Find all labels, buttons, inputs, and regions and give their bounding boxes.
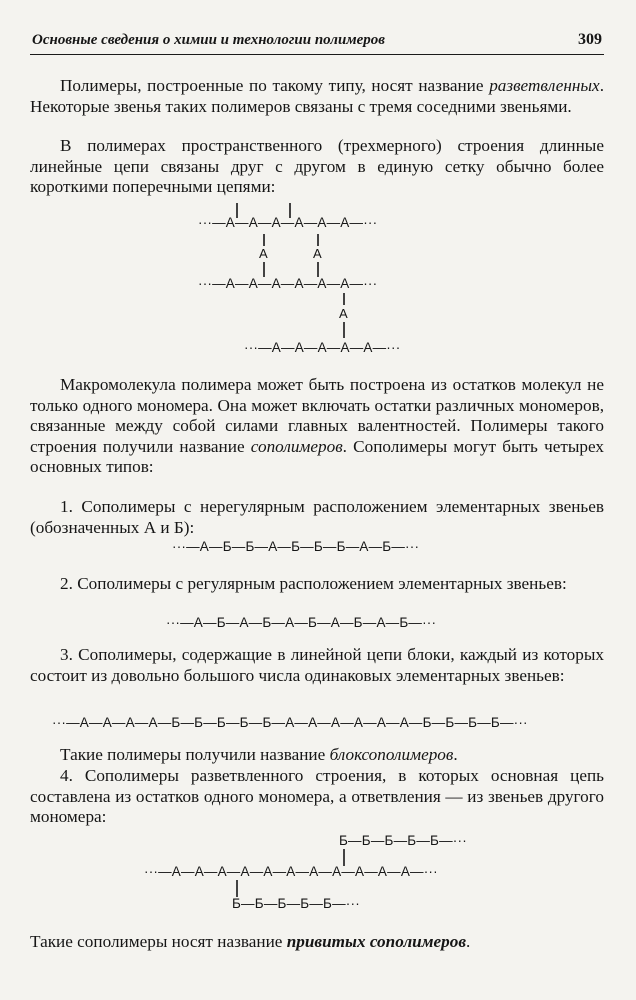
paragraph-text: 2. Сополимеры с регулярным расположением элементарных звеньев: bbox=[60, 574, 567, 593]
network-chain-2: ···—А—А—А—А—А—А—··· bbox=[198, 276, 378, 291]
running-title: Основные сведения о химии и технологии полимеров bbox=[32, 32, 385, 48]
paragraph-text: Такие полимеры получили название bbox=[60, 745, 330, 764]
term-block-copolymers: блоксополимеров bbox=[329, 745, 454, 764]
paragraph-text: . Сополимеры могут быть четырех основных типов: bbox=[30, 436, 604, 476]
graft-branch-bottom: Б—Б—Б—Б—Б—··· bbox=[232, 896, 360, 911]
page-number: 309 bbox=[578, 31, 602, 48]
term-branched: разветвленных bbox=[489, 76, 600, 95]
link-atom: А bbox=[339, 306, 348, 321]
paragraph-text: В полимерах пространственного (трехмерного) строения длинные линейные цепи связаны друг с другом в единую сетку обычно более короткими поперечными цепями: bbox=[30, 136, 604, 196]
paragraph-graft-copolymers bbox=[30, 932, 604, 953]
link-atom: А bbox=[259, 246, 268, 261]
paragraph-text: . Некоторые звенья таких полимеров связаны с тремя соседними звеньями. bbox=[30, 76, 604, 116]
term-graft-copolymers: привитых сополимеров bbox=[286, 932, 467, 951]
graft-branch-top: Б—Б—Б—Б—Б—··· bbox=[339, 833, 467, 848]
formula-regular: ···—А—Б—А—Б—А—Б—А—Б—А—Б—··· bbox=[166, 615, 437, 630]
network-chain-3: ···—А—А—А—А—А—··· bbox=[244, 340, 401, 355]
paragraph-text: 4. Сополимеры разветвленного строения, в которых основная цепь составлена из остатков одного мономера, а ответвления — из звеньев другого мономера: bbox=[30, 766, 604, 826]
link-atom: А bbox=[313, 246, 322, 261]
graft-main-chain: ···—А—А—А—А—А—А—А—А—А—А—А—··· bbox=[144, 864, 438, 879]
network-chain-1: ···—А—А—А—А—А—А—··· bbox=[198, 215, 378, 230]
paragraph-text: 1. Сополимеры с нерегулярным расположением элементарных звеньев (обозначенных А и Б): bbox=[30, 497, 604, 537]
paragraph-text: . bbox=[453, 745, 458, 764]
formula-irregular: ···—А—Б—Б—А—Б—Б—Б—А—Б—··· bbox=[172, 539, 420, 554]
paragraph-text: 3. Сополимеры, содержащие в линейной цепи блоки, каждый из которых состоит из довольно большого числа одинаковых элементарных звеньев: bbox=[30, 645, 604, 685]
formula-block: ···—А—А—А—А—Б—Б—Б—Б—Б—А—А—А—А—А—А—Б—Б—Б—Б—··· bbox=[52, 715, 528, 730]
paragraph-text: Такие сополимеры носят название bbox=[30, 932, 287, 951]
paragraph-text: Полимеры, построенные по такому типу, носят название bbox=[60, 76, 490, 95]
paragraph-text: . bbox=[466, 932, 471, 951]
paragraph-text: Макромолекула полимера может быть построена из остатков молекул не только одного мономера. Она может включать остатки различных мономеров, связанные между собой силами главных валентностей. Полимеры такого строения получили название bbox=[30, 375, 604, 456]
term-copolymers: сополимеров bbox=[250, 436, 343, 456]
